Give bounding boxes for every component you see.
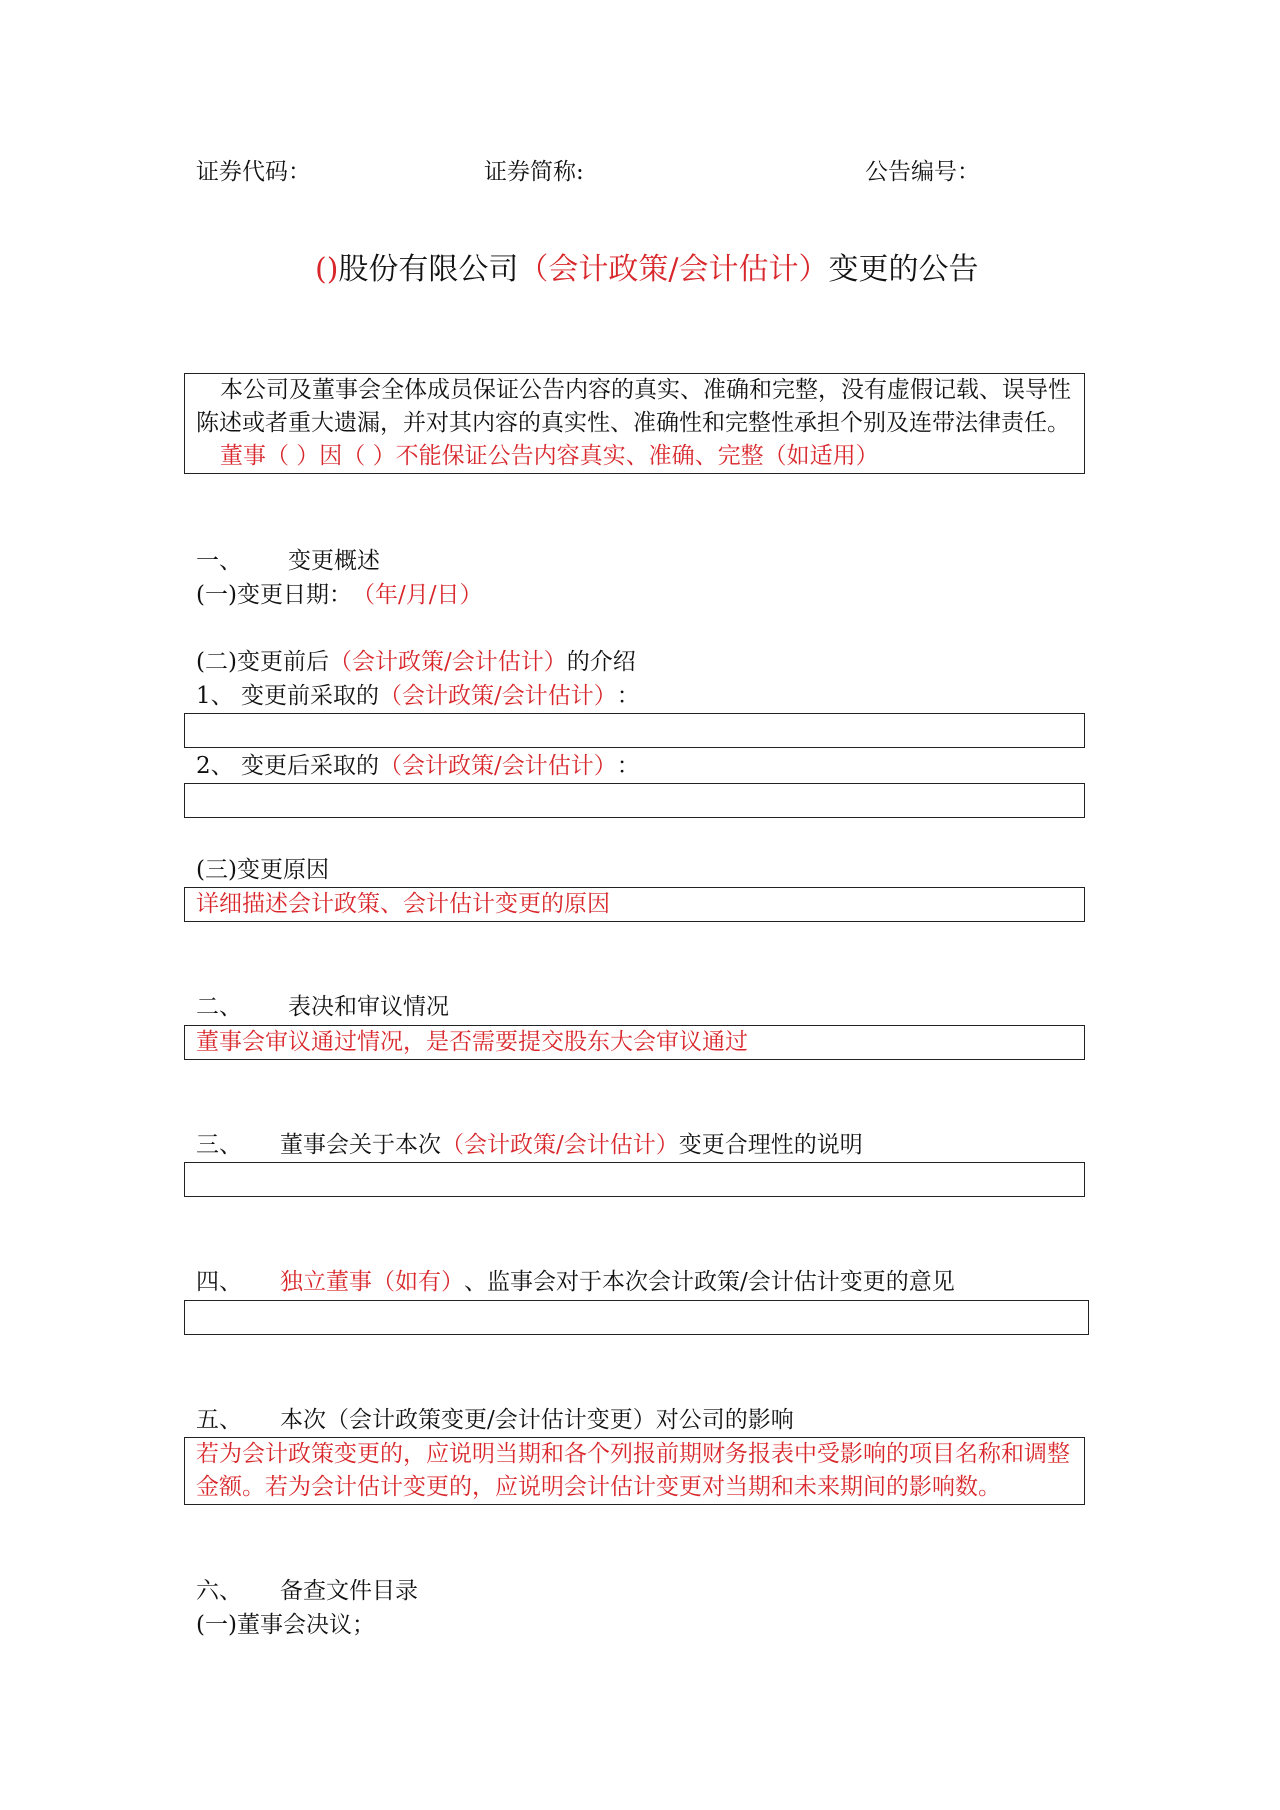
announcement-number-label: 公告编号： [865, 159, 980, 185]
section-title: 表决和审议情况 [288, 994, 449, 1020]
section-number: 二、 [196, 994, 242, 1020]
impact-line: 若为会计政策变更的，应说明当期和各个列报前期财务报表中受影响的项目名称和调整 [196, 1441, 1070, 1467]
change-intro-suffix: 的介绍 [566, 649, 636, 675]
section-title: 董事会关于本次 [280, 1132, 441, 1158]
section-title-suffix: 变更合理性的说明 [678, 1132, 863, 1158]
section-number: 六、 [196, 1578, 242, 1604]
after-change-label: 2、 变更后采取的 [196, 753, 379, 779]
change-intro-type: （会计政策/会计估计） [328, 649, 567, 675]
section-number: 一、 [196, 548, 242, 574]
change-type-text: （会计政策/会计估计） [518, 252, 829, 287]
disclaimer-line: 本公司及董事会全体成员保证公告内容的真实、准确和完整，没有虚假记载、误导性 [220, 377, 1071, 403]
section-title: 变更概述 [288, 548, 380, 574]
change-reason-box [184, 887, 1085, 922]
impact-line: 金额。若为会计估计变更的，应说明会计估计变更对当期和未来期间的影响数。 [196, 1474, 1001, 1500]
section-number: 四、 [196, 1269, 242, 1295]
disclaimer-box [184, 373, 1085, 474]
section-heading-impact [196, 1403, 794, 1437]
company-type-text: 股份有限公司 [338, 252, 519, 287]
section-number: 三、 [196, 1132, 242, 1158]
change-date-label: (一)变更日期： [196, 582, 352, 608]
before-change-type: （会计政策/会计估计） [378, 683, 617, 709]
after-change-box [184, 783, 1085, 818]
before-change-label: 1、 变更前采取的 [196, 683, 379, 709]
title-suffix-text: 变更的公告 [828, 252, 979, 287]
section-heading-voting [196, 990, 449, 1024]
change-date-line [196, 578, 482, 612]
change-reason-label: (三)变更原因 [196, 857, 329, 883]
section-heading-opinions [196, 1265, 955, 1299]
section-title-type: （会计政策/会计估计） [441, 1132, 679, 1158]
section-title: 备查文件目录 [280, 1578, 418, 1604]
after-change-type: （会计政策/会计估计） [378, 753, 617, 779]
section-heading-board-explanation [196, 1128, 863, 1162]
before-change-line [196, 679, 640, 713]
change-intro-label: (二)变更前后 [196, 649, 329, 675]
after-change-line [196, 749, 640, 783]
security-code-label: 证券代码： [196, 159, 311, 185]
board-explanation-box [184, 1162, 1085, 1197]
change-date-value: （年/月/日） [351, 582, 483, 608]
impact-box [184, 1437, 1085, 1505]
voting-box [184, 1025, 1085, 1060]
change-intro-line [196, 645, 636, 679]
before-change-box [184, 713, 1085, 748]
section-number: 五、 [196, 1407, 242, 1433]
section-title-directors: 独立董事（如有） [280, 1269, 464, 1295]
before-change-colon: ： [616, 683, 640, 709]
disclaimer-line: 陈述或者重大遗漏，并对其内容的真实性、准确性和完整性承担个别及连带法律责任。 [196, 410, 1070, 436]
director-note: 董事（ ）因（ ）不能保证公告内容真实、准确、完整（如适用） [220, 443, 879, 469]
change-reason-value: 详细描述会计政策、会计估计变更的原因 [196, 891, 610, 917]
security-abbreviation-label: 证券简称: [484, 159, 584, 185]
section-title: 、监事会对于本次会计政策/会计估计变更的意见 [464, 1269, 955, 1295]
section-title: 本次（会计政策变更/会计估计变更）对公司的影响 [280, 1407, 794, 1433]
opinions-box [184, 1300, 1089, 1335]
section-heading-documents [196, 1574, 418, 1608]
announcement-title [315, 250, 979, 290]
section-heading-overview [196, 544, 380, 578]
voting-value: 董事会审议通过情况，是否需要提交股东大会审议通过 [196, 1029, 748, 1055]
after-change-colon: ： [616, 753, 640, 779]
company-name-placeholder: () [315, 252, 339, 287]
document-list-item: (一)董事会决议； [196, 1612, 375, 1638]
